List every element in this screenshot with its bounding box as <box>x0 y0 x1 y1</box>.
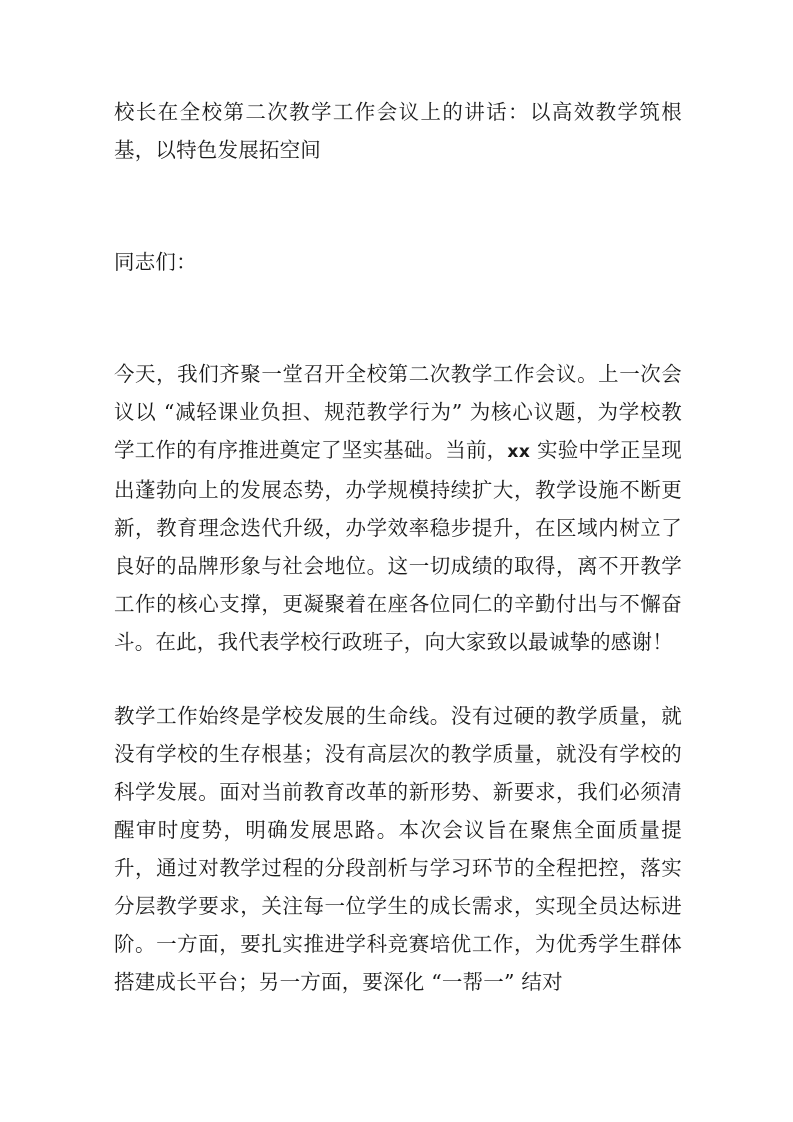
document-paragraph: 教学工作始终是学校发展的生命线。没有过硬的教学质量，就没有学校的生存根基；没有高层次的教学质量，就没有学校的科学发展。面对当前教育改革的新形势、新要求，我们必须清醒审时度势，明确发展思路。本次会议旨在聚焦全面质量提升，通过对教学过程的分段剖析与学习环节的全程把控，落实分层教学要求，关注每一位学生的成长需求，实现全员达标进阶。一方面，要扎实推进学科竞赛培优工作，为优秀学生群体搭建成长平台；另一方面，要深化 “一帮一” 结对 <box>114 704 682 994</box>
document-salutation: 同志们： <box>114 250 197 274</box>
latin-token: xx <box>507 442 531 462</box>
document-title: 校长在全校第二次教学工作会议上的讲话：以高效教学筑根基，以特色发展拓空间 <box>114 100 682 162</box>
document-body <box>114 93 682 1001</box>
document-paragraph: 今天，我们齐聚一堂召开全校第二次教学工作会议。上一次会议以 “减轻课业负担、规范教学行为” 为核心议题，为学校教学工作的有序推进奠定了坚实基础。当前，xx 实验中学正呈现出蓬勃向上的发展态势，办学规模持续扩大，教学设施不断更新，教育理念迭代升级，办学效率稳步提升，在区域内树立了良好的品牌形象与社会地位。这一切成绩的取得，离不开教学工作的核心支撑，更凝聚着在座各位同仁的辛勤付出与不懈奋斗。在此，我代表学校行政班子，向大家致以最诚挚的感谢！ <box>114 362 682 654</box>
